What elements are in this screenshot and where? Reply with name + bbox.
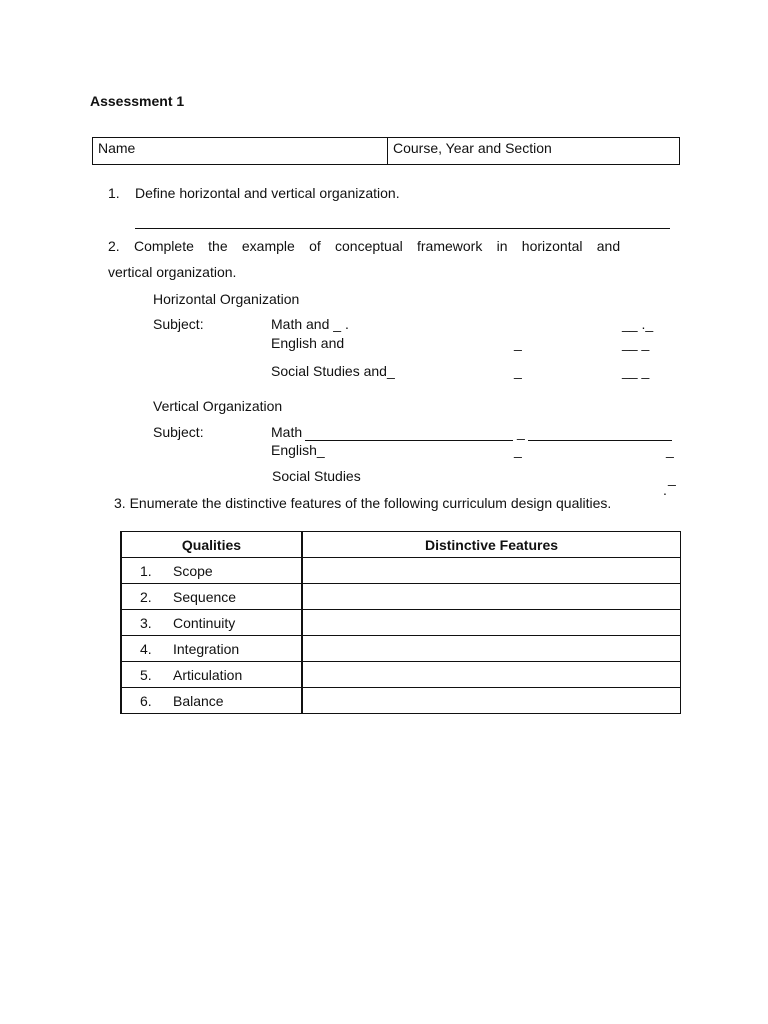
- q2-word: horizontal: [521, 238, 583, 254]
- quality-label: Continuity: [173, 614, 236, 631]
- vertical-math-entry: Math: [271, 424, 303, 440]
- quality-number: 3.: [140, 614, 152, 631]
- horizontal-math-entry: Math and _ .: [271, 316, 349, 332]
- vertical-social-blank-right[interactable]: _: [668, 470, 676, 486]
- question-2-text-line-2: vertical organization.: [108, 264, 237, 280]
- distinctive-features-column-header: Distinctive Features: [302, 532, 681, 558]
- qualities-table: [120, 531, 681, 714]
- quality-cell: [121, 584, 302, 610]
- q2-word: conceptual: [335, 238, 403, 254]
- q2-word: framework: [417, 238, 483, 254]
- quality-number: 5.: [140, 666, 152, 683]
- quality-label: Scope: [173, 562, 213, 579]
- table-row: [121, 558, 681, 584]
- q2-word: of: [309, 238, 321, 254]
- horizontal-organization-heading: Horizontal Organization: [153, 291, 300, 307]
- vertical-social-studies-entry: Social Studies: [272, 468, 361, 484]
- horizontal-english-blank-mid[interactable]: _: [514, 335, 522, 351]
- horizontal-subject-label: Subject:: [153, 316, 204, 332]
- table-row: [121, 584, 681, 610]
- q2-word: in: [496, 238, 508, 254]
- horizontal-english-entry: English and: [271, 335, 345, 351]
- distinctive-features-cell[interactable]: [302, 558, 681, 584]
- distinctive-features-cell[interactable]: [302, 688, 681, 714]
- vertical-english-entry: English_: [271, 442, 325, 458]
- question-1-text: Define horizontal and vertical organization.: [135, 185, 400, 201]
- horizontal-social-studies-entry: Social Studies and_: [271, 363, 395, 379]
- quality-cell: [121, 636, 302, 662]
- distinctive-features-cell[interactable]: [302, 662, 681, 688]
- vertical-english-blank-right[interactable]: _: [666, 442, 674, 458]
- question-2-text-line-1: [108, 238, 620, 254]
- table-row: [121, 662, 681, 688]
- q2-word: and: [596, 238, 621, 254]
- distinctive-features-cell[interactable]: [302, 610, 681, 636]
- vertical-math-answer-line-1[interactable]: [305, 440, 513, 441]
- distinctive-features-cell[interactable]: [302, 636, 681, 662]
- distinctive-features-cell[interactable]: [302, 584, 681, 610]
- vertical-math-answer-line-2[interactable]: [528, 440, 672, 441]
- quality-cell: [121, 662, 302, 688]
- q2-word: example: [241, 238, 295, 254]
- q2-word: 2.: [108, 238, 120, 254]
- quality-label: Balance: [173, 692, 224, 709]
- horizontal-math-blank-right[interactable]: __ ._: [622, 316, 654, 332]
- quality-number: 6.: [140, 692, 152, 709]
- table-row: [121, 688, 681, 714]
- table-row: [121, 610, 681, 636]
- table-row: [121, 636, 681, 662]
- page-title: Assessment 1: [90, 93, 185, 109]
- vertical-social-dot: .: [663, 482, 667, 498]
- vertical-subject-label: Subject:: [153, 424, 204, 440]
- quality-cell: [121, 558, 302, 584]
- quality-cell: [121, 688, 302, 714]
- quality-cell: [121, 610, 302, 636]
- vertical-english-blank-mid[interactable]: _: [514, 442, 522, 458]
- horizontal-social-blank-mid[interactable]: _: [514, 363, 522, 379]
- quality-number: 2.: [140, 588, 152, 605]
- q2-word: Complete: [133, 238, 194, 254]
- horizontal-social-blank-right[interactable]: __ _: [622, 363, 650, 379]
- quality-label: Integration: [173, 640, 240, 657]
- question-3-text: 3. Enumerate the distinctive features of the following curriculum design qualities.: [114, 495, 612, 511]
- name-field[interactable]: Name: [93, 138, 388, 164]
- student-info-table: [92, 137, 680, 165]
- question-1-answer-line[interactable]: [135, 228, 670, 229]
- horizontal-english-blank-right[interactable]: __ _: [622, 335, 650, 351]
- quality-number: 4.: [140, 640, 152, 657]
- quality-number: 1.: [140, 562, 152, 579]
- course-year-section-field[interactable]: Course, Year and Section: [393, 140, 552, 156]
- quality-label: Articulation: [173, 666, 243, 683]
- vertical-math-blank-mid[interactable]: _: [517, 424, 525, 440]
- q2-word: the: [208, 238, 228, 254]
- quality-label: Sequence: [173, 588, 237, 605]
- table-header-row: [121, 532, 681, 558]
- question-1-number: 1.: [108, 185, 120, 201]
- vertical-organization-heading: Vertical Organization: [153, 398, 283, 414]
- qualities-column-header: Qualities: [121, 532, 302, 558]
